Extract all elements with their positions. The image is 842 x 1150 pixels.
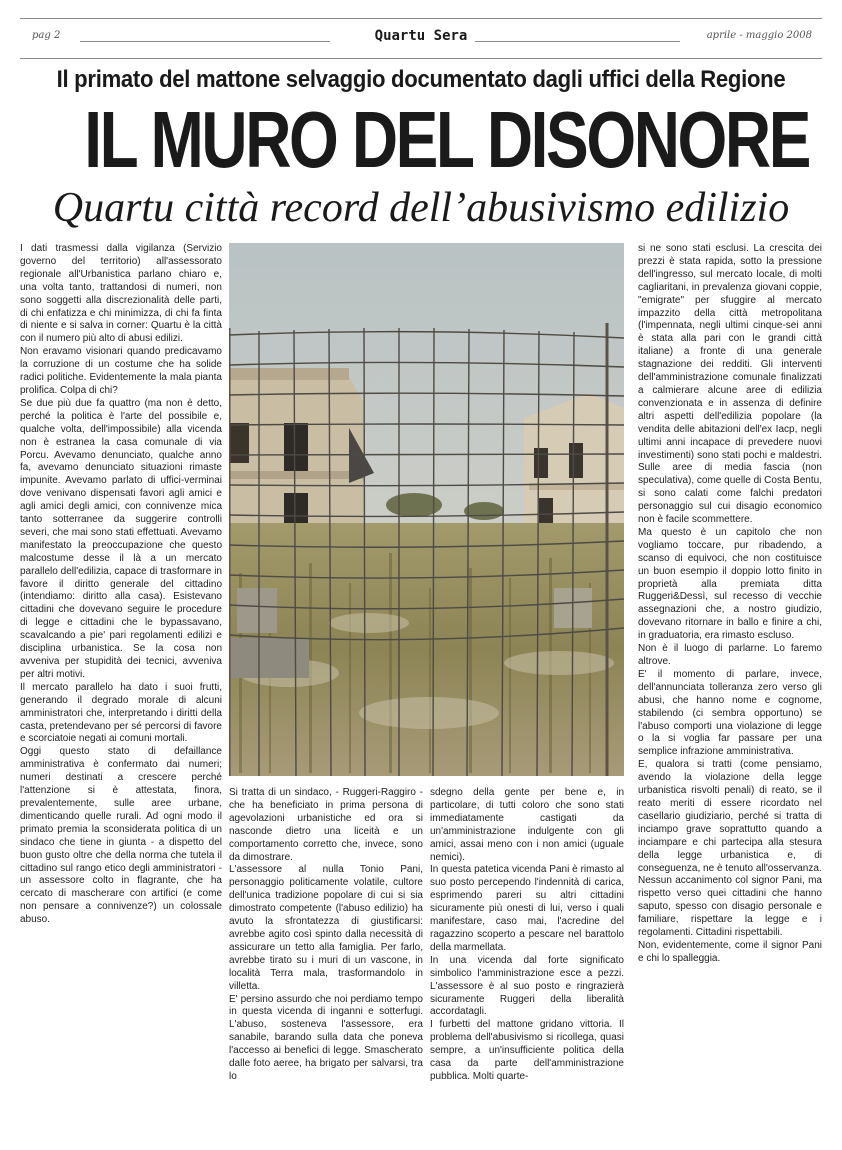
paragraph: In una vicenda dal forte significato simbolico l'amministrazione esce a pezzi. L'assessore è al suo posto e ringrazierà sicuramente Ruggeri della liberalità accordatagli. [430, 954, 624, 1018]
paragraph: Se due più due fa quattro (ma non è detto, perché la politica è l'arte del possibile e, qualche volta, dell'impossibile) alla vicenda non è estranea la casa comunale di via Porcu. Avevamo denunciato, qualche anno fa, avevamo denunciato situazioni rimaste impunite. Avevamo parlato di uffici-verminai dove venivano dispensati favori agli amici e agli amici degli amici, con connivenze mica tanto sotterranee da suggerire controlli severi, che mai sono stati effettuati. Avevamo manifestato la preoccupazione che questo malcostume desse il là a un mercato parallelo dell'edilizia, capace di trasformare in favore il diritto generale del cittadino (intendiamo: diritto alla casa). Esistevano cittadini che dovevano seguire le procedure di legge e cittadini che le bypassavano, scavalcando a pie' pari regolamenti edilizi e disciplina urbanistica. Se la cosa non avveniva per stupidità dei tecnici, avveniva per altri motivi. [20, 397, 222, 680]
header-bottom-rule [20, 58, 822, 59]
paragraph: Il mercato parallelo ha dato i suoi frutti, generando il degrado morale di alcuni amministratori che, interpretando i diritti della casta, pretendevano per sé percorsi di favore e scorciatoie negati ai comuni mortali. [20, 681, 222, 745]
issue-date: aprile - maggio 2008 [706, 30, 812, 41]
paragraph: E' il momento di parlare, invece, dell'annunciata tolleranza zero verso gli abusi, che hanno nome e cognome, stabilendo (ci sembra opportuno) se l'abuso comporti una violazione di legge o la si voglia far passare per una semplice infrazione amministrativa. [638, 668, 822, 758]
paragraph: L'assessore al nulla Tonio Pani, personaggio politicamente volatile, cultore dell'unica tradizione popolare di cui si sia dimostrato competente (l'abuso edilizio) ha avuto la sfrontatezza di giustificarsi: avrebbe agito così spinto dalla necessità di assicurare un tetto alla famiglia. Per farlo, avrebbe tirato su i muri di un vascone, in località Terra mala, trasformandolo in villetta. [229, 864, 423, 992]
paragraph: I dati trasmessi dalla vigilanza (Servizio governo del territorio) all'assessorato regionale all'Urbanistica parlano chiaro e, una volta tanto, trattandosi di numeri, non sono soggetti alla discrezionalità delle parti, di chi enfatizza e chi minimizza, di chi fa finta di niente e si salva in corner: Quartu è la città con il numero più alto di abusi edilizi. [20, 243, 222, 345]
article-subhead: Quartu città record dell’abusivismo edilizio [52, 185, 790, 231]
paragraph: E' persino assurdo che noi perdiamo tempo in questa vicenda di inganni e sotterfugi. L'abuso, sosteneva l'assessore, era sanabile, barando sulla data che poneva l'accesso ai benefici di legge. Smascherato dalle foto aeree, ha brigato per salvarsi, tra lo [229, 993, 423, 1082]
paragraph: In questa patetica vicenda Pani è rimasto al suo posto percependo l'indennità di carica, esprimendo pareri su altri cittadini sicuramente più onesti di lui, verso i quali manifestare, caso mai, l'acredine del ragazzino scoperto a pescare nel barattolo della marmellata. [430, 864, 624, 953]
paragraph: Oggi questo stato di defaillance amministrativa è confermato dai numeri; numeri destinati a crescere perché l'attenzione si è attestata, finora, prevalentemente, sulle aree urbane, dimenticando quelle rurali. Ad ogni modo il primato premia la sconsiderata politica di un sindaco che tiene in giunta - a dispetto del buon gusto oltre che della norma che tutela il cittadino sul rango etico degli amministratori - un assessore colto in flagrante, che ha cercato di mascherare con artifici (e come non pensare a connivenze?) un colossale abuso. [20, 746, 222, 926]
page-number: pag 2 [32, 30, 61, 41]
paragraph: Nessun accanimento col signor Pani, ma rispetto verso quei cittadini che hanno saputo, spesso con disagio personale e familiare, rispettare la legge e i regolamenti. Cittadini rispettabili. [638, 875, 822, 939]
masthead-title: Quartu Sera [367, 28, 476, 44]
article-photo [229, 243, 624, 776]
paragraph: I furbetti del mattone gridano vittoria. Il problema dell'abusivismo si ricollega, quasi sempre, a un'insufficiente politica della casa da parte dell'amministrazione pubblica. Molti quarte- [430, 1019, 624, 1082]
paragraph: E, qualora si tratti (come pensiamo, avendo la violazione della legge urbanistica risvolti penali) di reato, se il reato meriti di essere ricordato nel casellario giudiziario, perché si tratta di inciampo grave soprattutto quando a inciampare e chi partecipa alla stesura della legge urbanistica e, di conseguenza, ne è tenuto all'osservanza. [638, 759, 822, 874]
top-rule [20, 18, 822, 19]
article-column-4 [638, 243, 822, 1138]
paragraph: si ne sono stati esclusi. La crescita dei prezzi è stata rapida, sotto la pressione dell'ingresso, sul mercato locale, di molti cagliaritani, in prevalenza giovani coppie, "emigrate" per sfuggire al mercato impazzito della città metropolitana (l'impennata, negli ultimi cinque-sei anni è stata alla pari con le grandi città italiane) a fronte di una generale stagnazione dei redditi. Gli interventi dell'amministrazione comunale finalizzati a calmierare alcune aree di edilizia convenzionata e in assenza di definire altri aspetti dell'edilizia popolare (la vendita delle abitazioni dell'ex Iacp, negli ultimi anni incapace di prevedere nuovi investimenti) sono stati pochi e maldestri. Sulle aree di media fascia (non speculativa), come quelle di Costa Bentu, si sono calati come falchi predatori personaggio sul cui disagio economico non è facile scommettere. [638, 243, 822, 526]
article-headline: IL MURO DEL DISONORE [84, 95, 810, 184]
article-column-3 [430, 787, 624, 1137]
article-column-1 [20, 243, 222, 1138]
paragraph: Non è il luogo di parlarne. Lo faremo altrove. [638, 643, 822, 667]
paragraph: Ma questo è un capitolo che non vogliamo toccare, pur ribadendo, a scanso di equivoci, che non costituisce un buon esempio il doppio lotto finito in proprietà alla premiata ditta Ruggeri&Dessì, sul recesso di vecchie assegnazioni che, a nostro giudizio, dovevano ritornare in ballo e finire a chi, in graduatoria, era rimasto escluso. [638, 526, 822, 642]
paragraph: Si tratta di un sindaco, - Ruggeri-Raggiro - che ha beneficiato in prima persona di agevolazioni urbanistiche ed ora si nasconde dietro una liceità e un comportamento corretto che, invece, sono da dimostrare. [229, 787, 423, 863]
paragraph: sdegno della gente per bene e, in particolare, di tutti coloro che sono stati immediatamente castigati da un'amministrazione indulgente con gli amici, assai meno con i non amici (ugualе nemici). [430, 787, 624, 863]
article-column-2 [229, 787, 423, 1137]
paragraph: Non eravamo visionari quando predicavamo la corruzione di un costume che ha solide radici politiche. Evidentemente la mala pianta prolifica. Colpa di chi? [20, 346, 222, 396]
article-kicker: Il primato del mattone selvaggio documentato dagli uffici della Regione [56, 66, 786, 93]
paragraph: Non, evidentemente, come il signor Pani e chi lo spalleggia. [638, 939, 822, 964]
